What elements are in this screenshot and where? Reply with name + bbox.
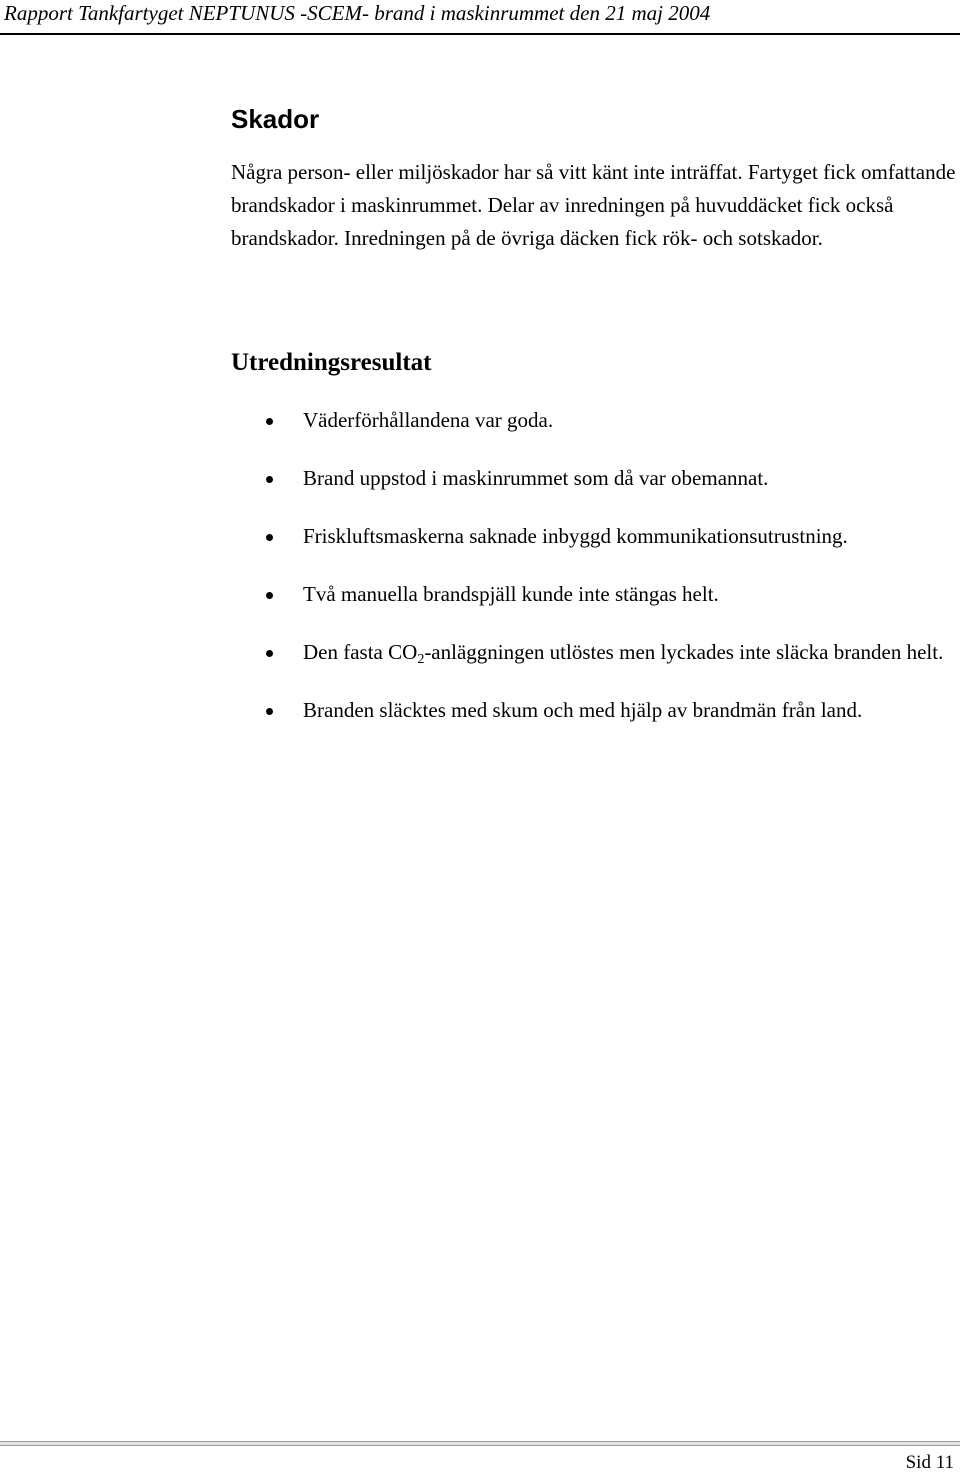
co2-text-end: -anläggningen utlöstes men lyckades inte släcka branden helt. [424, 640, 944, 664]
list-item-text: Friskluftsmaskerna saknade inbyggd kommunikationsutrustning. [303, 524, 848, 548]
list-item [231, 636, 956, 669]
list-item [231, 578, 956, 611]
footer-divider [0, 1441, 960, 1446]
co2-subscript: 2 [417, 652, 425, 667]
section-title-findings: Utredningsresultat [231, 349, 432, 376]
section-title-damage: Skador [231, 104, 320, 134]
list-item-text: Branden släcktes med skum och med hjälp av brandmän från land. [303, 698, 863, 722]
list-item-text: Väderförhållandena var goda. [303, 408, 554, 432]
bullet-icon [266, 476, 273, 483]
bullet-icon [266, 708, 273, 715]
damage-paragraph: Några person- eller miljöskador har så vitt känt inte inträffat. Fartyget fick omfattande brandskador i maskinrummet. Delar av inredningen på huvuddäcket fick också brandskador. Inredningen på de övriga däcken fick rök- och sotskador. [231, 160, 956, 250]
bullet-icon [266, 418, 273, 425]
list-item [231, 462, 956, 495]
bullet-icon [266, 592, 273, 599]
list-item-text [303, 640, 944, 667]
page-number: Sid 11 [905, 1452, 954, 1473]
co2-text-start: Den fasta CO [303, 640, 418, 664]
bullet-icon [266, 650, 273, 657]
list-item [231, 520, 956, 553]
list-item-text: Brand uppstod i maskinrummet som då var obemannat. [303, 466, 769, 490]
list-item [231, 694, 956, 727]
list-item-text: Två manuella brandspjäll kunde inte stängas helt. [303, 582, 719, 606]
header-divider [0, 33, 960, 35]
running-header: Rapport Tankfartyget NEPTUNUS -SCEM- brand i maskinrummet den 21 maj 2004 [4, 1, 711, 25]
list-item [231, 404, 956, 437]
findings-list [231, 404, 956, 752]
bullet-icon [266, 534, 273, 541]
